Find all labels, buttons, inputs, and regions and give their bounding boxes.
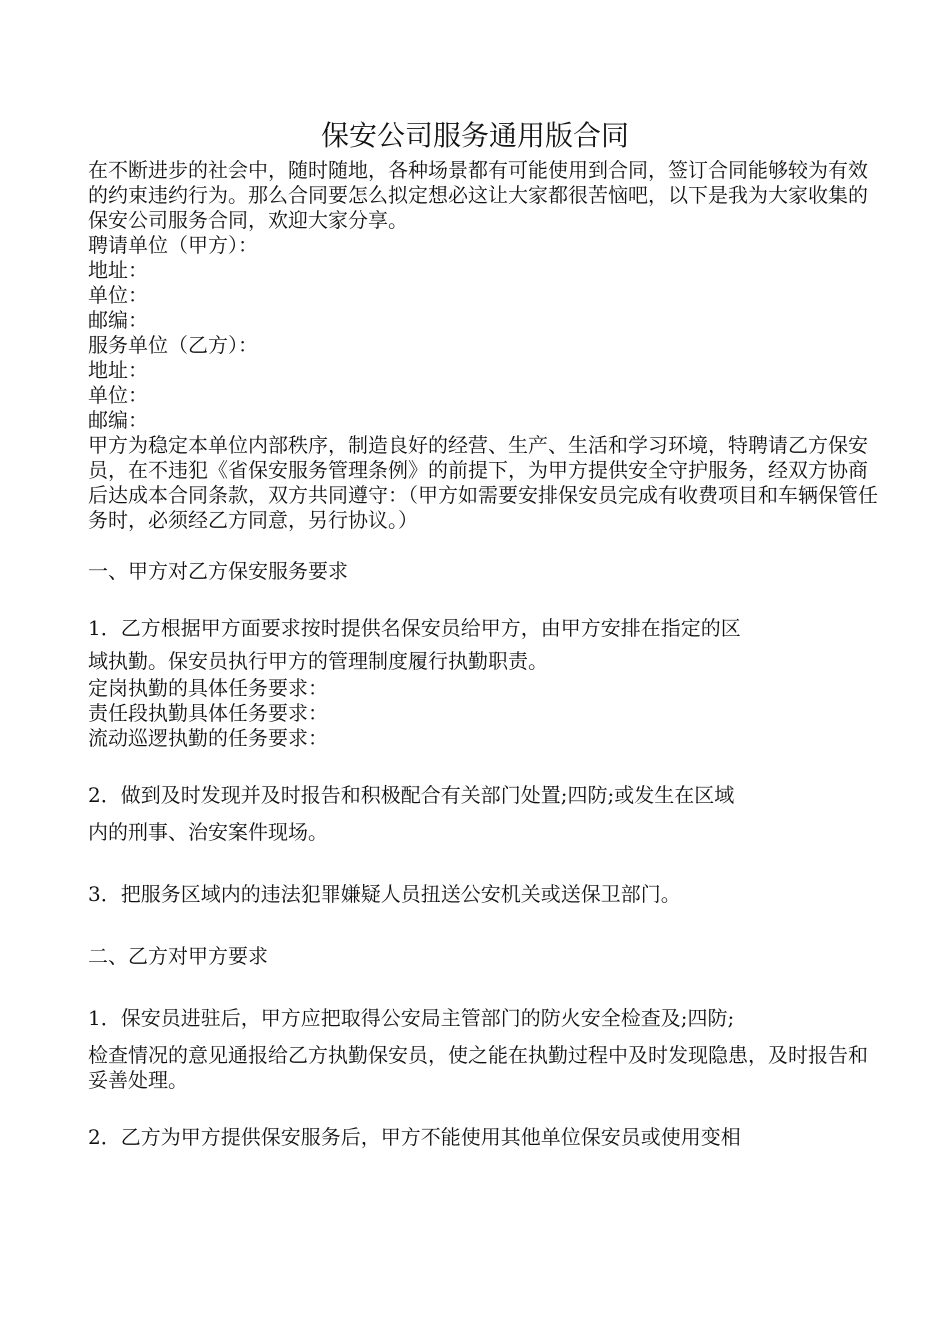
party-a-unit: 单位： — [88, 283, 148, 307]
section-1-task-2: 责任段执勤具体任务要求： — [88, 701, 328, 725]
section-1-item-2-line-2: 内的刑事、治安案件现场。 — [88, 820, 328, 844]
party-a-heading: 聘请单位（甲方）： — [88, 233, 258, 257]
section-1-item-2-line-1: 2．做到及时发现并及时报告和积极配合有关部门处置;四防;或发生在区域 — [88, 783, 735, 807]
section-2-item-1-line-1: 1．保安员进驻后，甲方应把取得公安局主管部门的防火安全检查及;四防; — [88, 1006, 735, 1030]
party-a-address: 地址： — [88, 258, 148, 282]
section-2-item-2-line-1: 2．乙方为甲方提供保安服务后，甲方不能使用其他单位保安员或使用变相 — [88, 1125, 741, 1149]
party-b-address: 地址： — [88, 358, 148, 382]
preamble-paragraph: 甲方为稳定本单位内部秩序，制造良好的经营、生产、生活和学习环境，特聘请乙方保安员，在不违犯《省保安服务管理条例》的前提下，为甲方提供安全守护服务，经双方协商后达成本合同条款，双方共同遵守：（甲方如需要安排保安员完成有收费项目和车辆保管任务时，必须经乙方同意，另行协议。） — [88, 433, 878, 532]
document-body — [88, 158, 878, 1156]
section-1-item-1-line-2: 域执勤。保安员执行甲方的管理制度履行执勤职责。 — [88, 649, 548, 673]
section-2-heading: 二、乙方对甲方要求 — [88, 944, 268, 968]
party-a-postcode: 邮编： — [88, 308, 148, 332]
section-1-task-3: 流动巡逻执勤的任务要求： — [88, 726, 328, 750]
section-1-item-3: 3．把服务区域内的违法犯罪嫌疑人员扭送公安机关或送保卫部门。 — [88, 882, 681, 906]
party-b-postcode: 邮编： — [88, 408, 148, 432]
document-title: 保安公司服务通用版合同 — [320, 119, 629, 152]
intro-paragraph: 在不断进步的社会中，随时随地，各种场景都有可能使用到合同，签订合同能够较为有效的约束违约行为。那么合同要怎么拟定想必这让大家都很苦恼吧，以下是我为大家收集的保安公司服务合同，欢迎大家分享。 — [88, 158, 868, 232]
section-1-heading: 一、甲方对乙方保安服务要求 — [88, 559, 348, 583]
section-1-task-1: 定岗执勤的具体任务要求： — [88, 676, 328, 700]
party-b-unit: 单位： — [88, 383, 148, 407]
party-b-heading: 服务单位（乙方）： — [88, 333, 258, 357]
section-1-item-1-line-1: 1．乙方根据甲方面要求按时提供名保安员给甲方，由甲方安排在指定的区 — [88, 616, 741, 640]
section-2-item-1-rest: 检查情况的意见通报给乙方执勤保安员，使之能在执勤过程中及时发现隐患，及时报告和妥善处理。 — [88, 1043, 868, 1092]
